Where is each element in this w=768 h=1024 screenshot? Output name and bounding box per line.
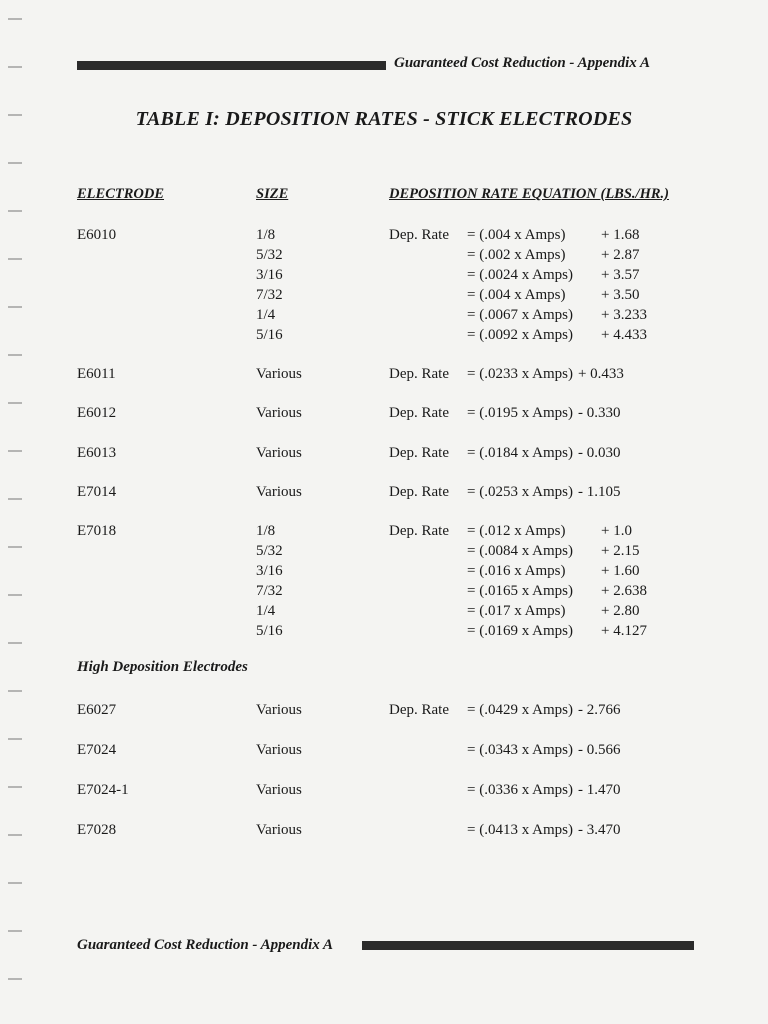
equation-cell [467,482,620,502]
equation-cell [467,245,639,265]
dep-rate-label: Dep. Rate [389,523,449,539]
margin-mark [8,546,22,548]
dep-rate-label: Dep. Rate [389,702,449,718]
equation-constant: + 2.80 [601,603,640,619]
equation-cell [467,820,620,840]
margin-mark [8,210,22,212]
equation-cell [467,581,647,601]
electrode-cell: E6010 [77,227,117,243]
margin-mark [8,354,22,356]
equation-constant: - 0.566 [577,742,621,758]
equation-cell [467,265,639,285]
size-cell: Various [256,742,302,758]
size-cell: Various [256,782,302,798]
binder-margin-marks [0,0,34,1024]
electrode-cell: E6013 [77,445,117,461]
equation-term: = (.016 x Amps) [467,563,566,579]
equation-constant: - 0.030 [577,445,621,461]
equation-cell [467,325,647,345]
equation-term: = (.0184 x Amps) [467,445,573,461]
header-rule [77,61,386,70]
size-cell: Various [256,366,302,382]
equation-term: = (.0253 x Amps) [467,484,573,500]
size-cell: 1/8 [256,227,276,243]
equation-constant: + 3.50 [601,287,640,303]
equation-cell [467,621,647,641]
equation-term: = (.0067 x Amps) [467,307,573,323]
equation-term: = (.004 x Amps) [467,287,566,303]
size-cell: 3/16 [256,563,283,579]
equation-term: = (.0165 x Amps) [467,583,573,599]
margin-mark [8,786,22,788]
size-cell: 1/4 [256,603,276,619]
equation-constant: - 1.470 [577,782,621,798]
size-cell: 7/32 [256,583,283,599]
column-header-size: SIZE [256,186,289,202]
margin-mark [8,690,22,692]
margin-mark [8,18,22,20]
electrode-cell: E7014 [77,484,117,500]
equation-term: = (.0336 x Amps) [467,782,573,798]
equation-constant: + 1.60 [601,563,640,579]
equation-constant: - 2.766 [577,702,621,718]
column-header-electrode: ELECTRODE [77,186,165,202]
equation-constant: - 1.105 [577,484,621,500]
equation-term: = (.002 x Amps) [467,247,566,263]
equation-term: = (.0169 x Amps) [467,623,573,639]
margin-mark [8,66,22,68]
dep-rate-label: Dep. Rate [389,484,449,500]
equation-term: = (.0092 x Amps) [467,327,573,343]
equation-term: = (.0233 x Amps) [467,366,573,382]
equation-constant: + 1.0 [601,523,632,539]
equation-term: = (.0024 x Amps) [467,267,573,283]
equation-cell [467,443,620,463]
size-cell: Various [256,445,302,461]
equation-constant: - 0.330 [577,405,621,421]
equation-constant: + 3.57 [601,267,640,283]
equation-constant: + 1.68 [601,227,640,243]
size-cell: 1/4 [256,307,276,323]
size-cell: Various [256,822,302,838]
size-cell: Various [256,702,302,718]
equation-constant: + 2.15 [601,543,640,559]
equation-cell [467,601,639,621]
equation-term: = (.017 x Amps) [467,603,566,619]
size-cell: Various [256,484,302,500]
section-heading-high-deposition: High Deposition Electrodes [77,659,248,675]
equation-cell [467,521,632,541]
column-header-equation: DEPOSITION RATE EQUATION (LBS./HR.) [389,186,669,202]
equation-cell [467,305,647,325]
equation-constant: + 4.127 [601,623,647,639]
equation-cell [467,225,639,245]
electrode-cell: E6012 [77,405,117,421]
equation-term: = (.012 x Amps) [467,523,566,539]
margin-mark [8,162,22,164]
equation-constant: + 0.433 [577,366,624,382]
equation-constant: + 2.638 [601,583,647,599]
equation-cell [467,403,620,423]
electrode-cell: E7024-1 [77,782,129,798]
margin-mark [8,450,22,452]
margin-mark [8,402,22,404]
size-cell: 5/32 [256,543,283,559]
table-title: TABLE I: DEPOSITION RATES - STICK ELECTRODES [135,108,633,130]
margin-mark [8,306,22,308]
equation-cell [467,780,620,800]
electrode-cell: E7028 [77,822,117,838]
footer-running-title: Guaranteed Cost Reduction - Appendix A [77,937,333,953]
dep-rate-label: Dep. Rate [389,227,449,243]
equation-constant: + 2.87 [601,247,640,263]
equation-term: = (.0195 x Amps) [467,405,573,421]
size-cell: 5/32 [256,247,283,263]
equation-cell [467,285,639,305]
margin-mark [8,834,22,836]
dep-rate-label: Dep. Rate [389,445,449,461]
size-cell: Various [256,405,302,421]
size-cell: 3/16 [256,267,283,283]
margin-mark [8,738,22,740]
equation-constant: - 3.470 [577,822,621,838]
equation-cell [467,541,639,561]
margin-mark [8,882,22,884]
margin-mark [8,930,22,932]
size-cell: 7/32 [256,287,283,303]
dep-rate-label: Dep. Rate [389,366,449,382]
margin-mark [8,258,22,260]
equation-term: = (.0429 x Amps) [467,702,573,718]
size-cell: 1/8 [256,523,276,539]
margin-mark [8,642,22,644]
equation-constant: + 4.433 [601,327,647,343]
equation-cell [467,364,624,384]
equation-cell [467,740,620,760]
equation-cell [467,561,639,581]
electrode-cell: E6027 [77,702,117,718]
margin-mark [8,978,22,980]
equation-cell [467,700,620,720]
dep-rate-label: Dep. Rate [389,405,449,421]
electrode-cell: E6011 [77,366,116,382]
size-cell: 5/16 [256,327,283,343]
size-cell: 5/16 [256,623,283,639]
equation-constant: + 3.233 [601,307,647,323]
margin-mark [8,594,22,596]
electrode-cell: E7024 [77,742,117,758]
electrode-cell: E7018 [77,523,117,539]
margin-mark [8,498,22,500]
footer-rule [362,941,694,950]
equation-term: = (.0084 x Amps) [467,543,573,559]
header-running-title: Guaranteed Cost Reduction - Appendix A [394,55,650,71]
equation-term: = (.004 x Amps) [467,227,566,243]
equation-term: = (.0343 x Amps) [467,742,573,758]
equation-term: = (.0413 x Amps) [467,822,573,838]
